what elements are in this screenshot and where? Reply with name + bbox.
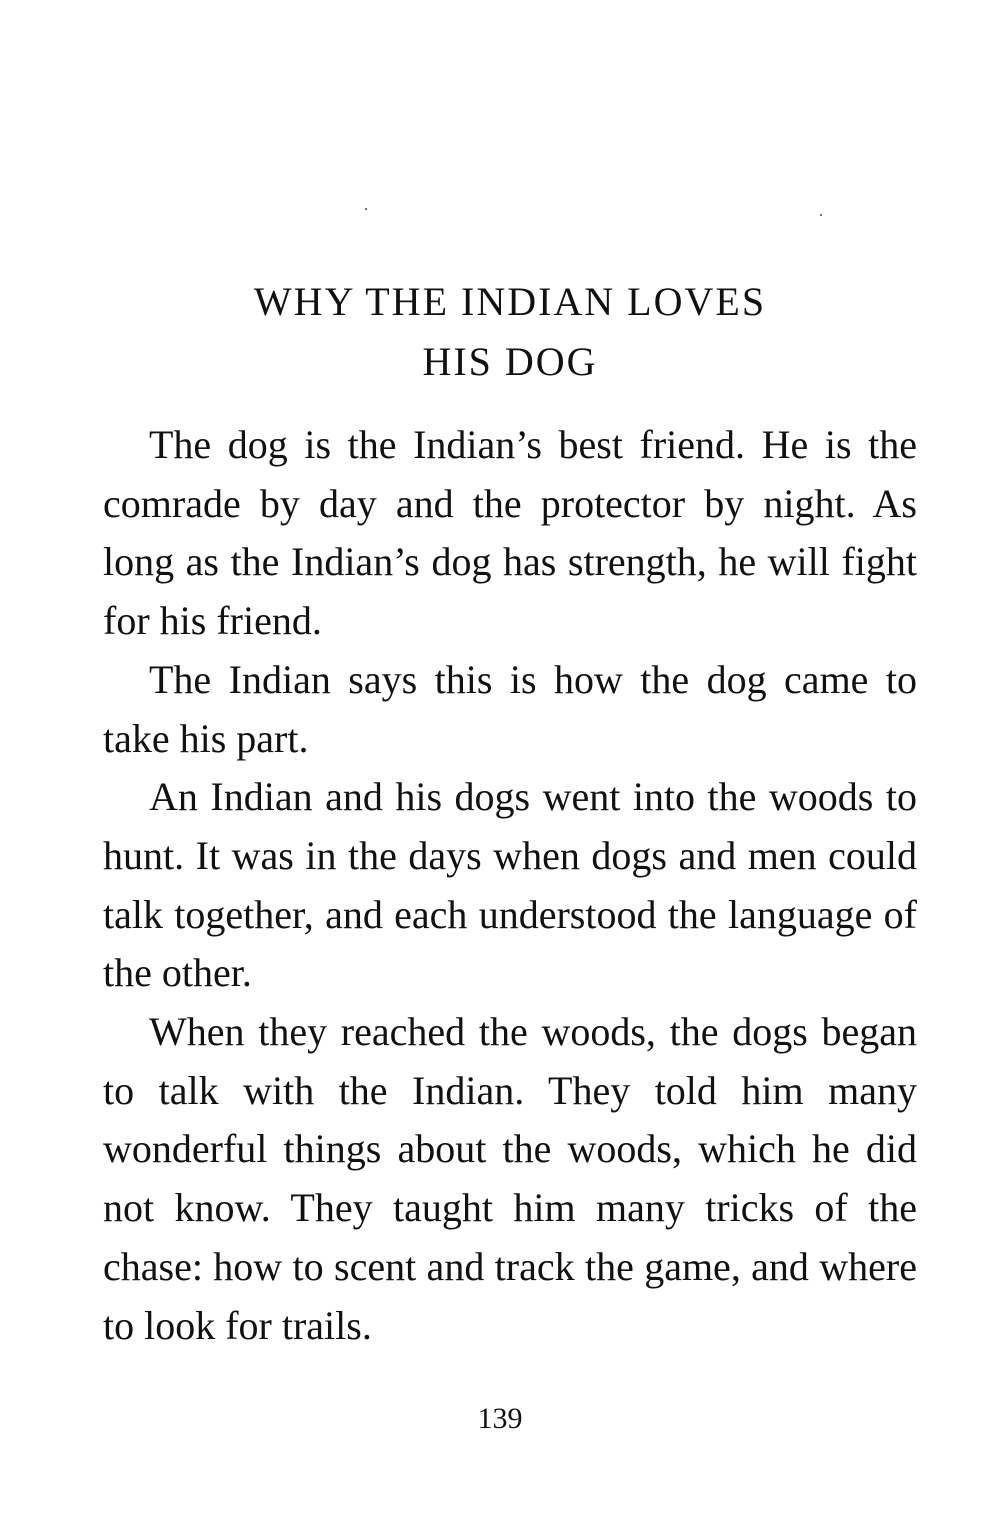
paragraph-4: When they reached the woods, the dogs began to talk with the Indian. They told him many wonderful things about the woods, which he did not know. They taught him many tricks of the chase: how to scent and track the game, and where to look for trails. xyxy=(103,1009,917,1348)
print-speck xyxy=(365,208,367,210)
chapter-title-line-2: HIS DOG xyxy=(422,339,598,384)
paragraph-3: An Indian and his dogs went into the woods to hunt. It was in the days when dogs and men could talk together, and each understood the language of the other. xyxy=(103,774,917,996)
body-text xyxy=(103,416,917,1355)
print-speck xyxy=(820,214,822,216)
page-number: 139 xyxy=(477,1402,523,1435)
paragraph-1: The dog is the Indian’s best friend. He is the comrade by day and the protector by night. As long as the Indian’s dog has strength, he will fight for his friend. xyxy=(103,422,917,644)
paragraph-2: The Indian says this is how the dog came to take his part. xyxy=(103,656,917,761)
chapter-title-line-1: WHY THE INDIAN LOVES xyxy=(253,279,767,324)
